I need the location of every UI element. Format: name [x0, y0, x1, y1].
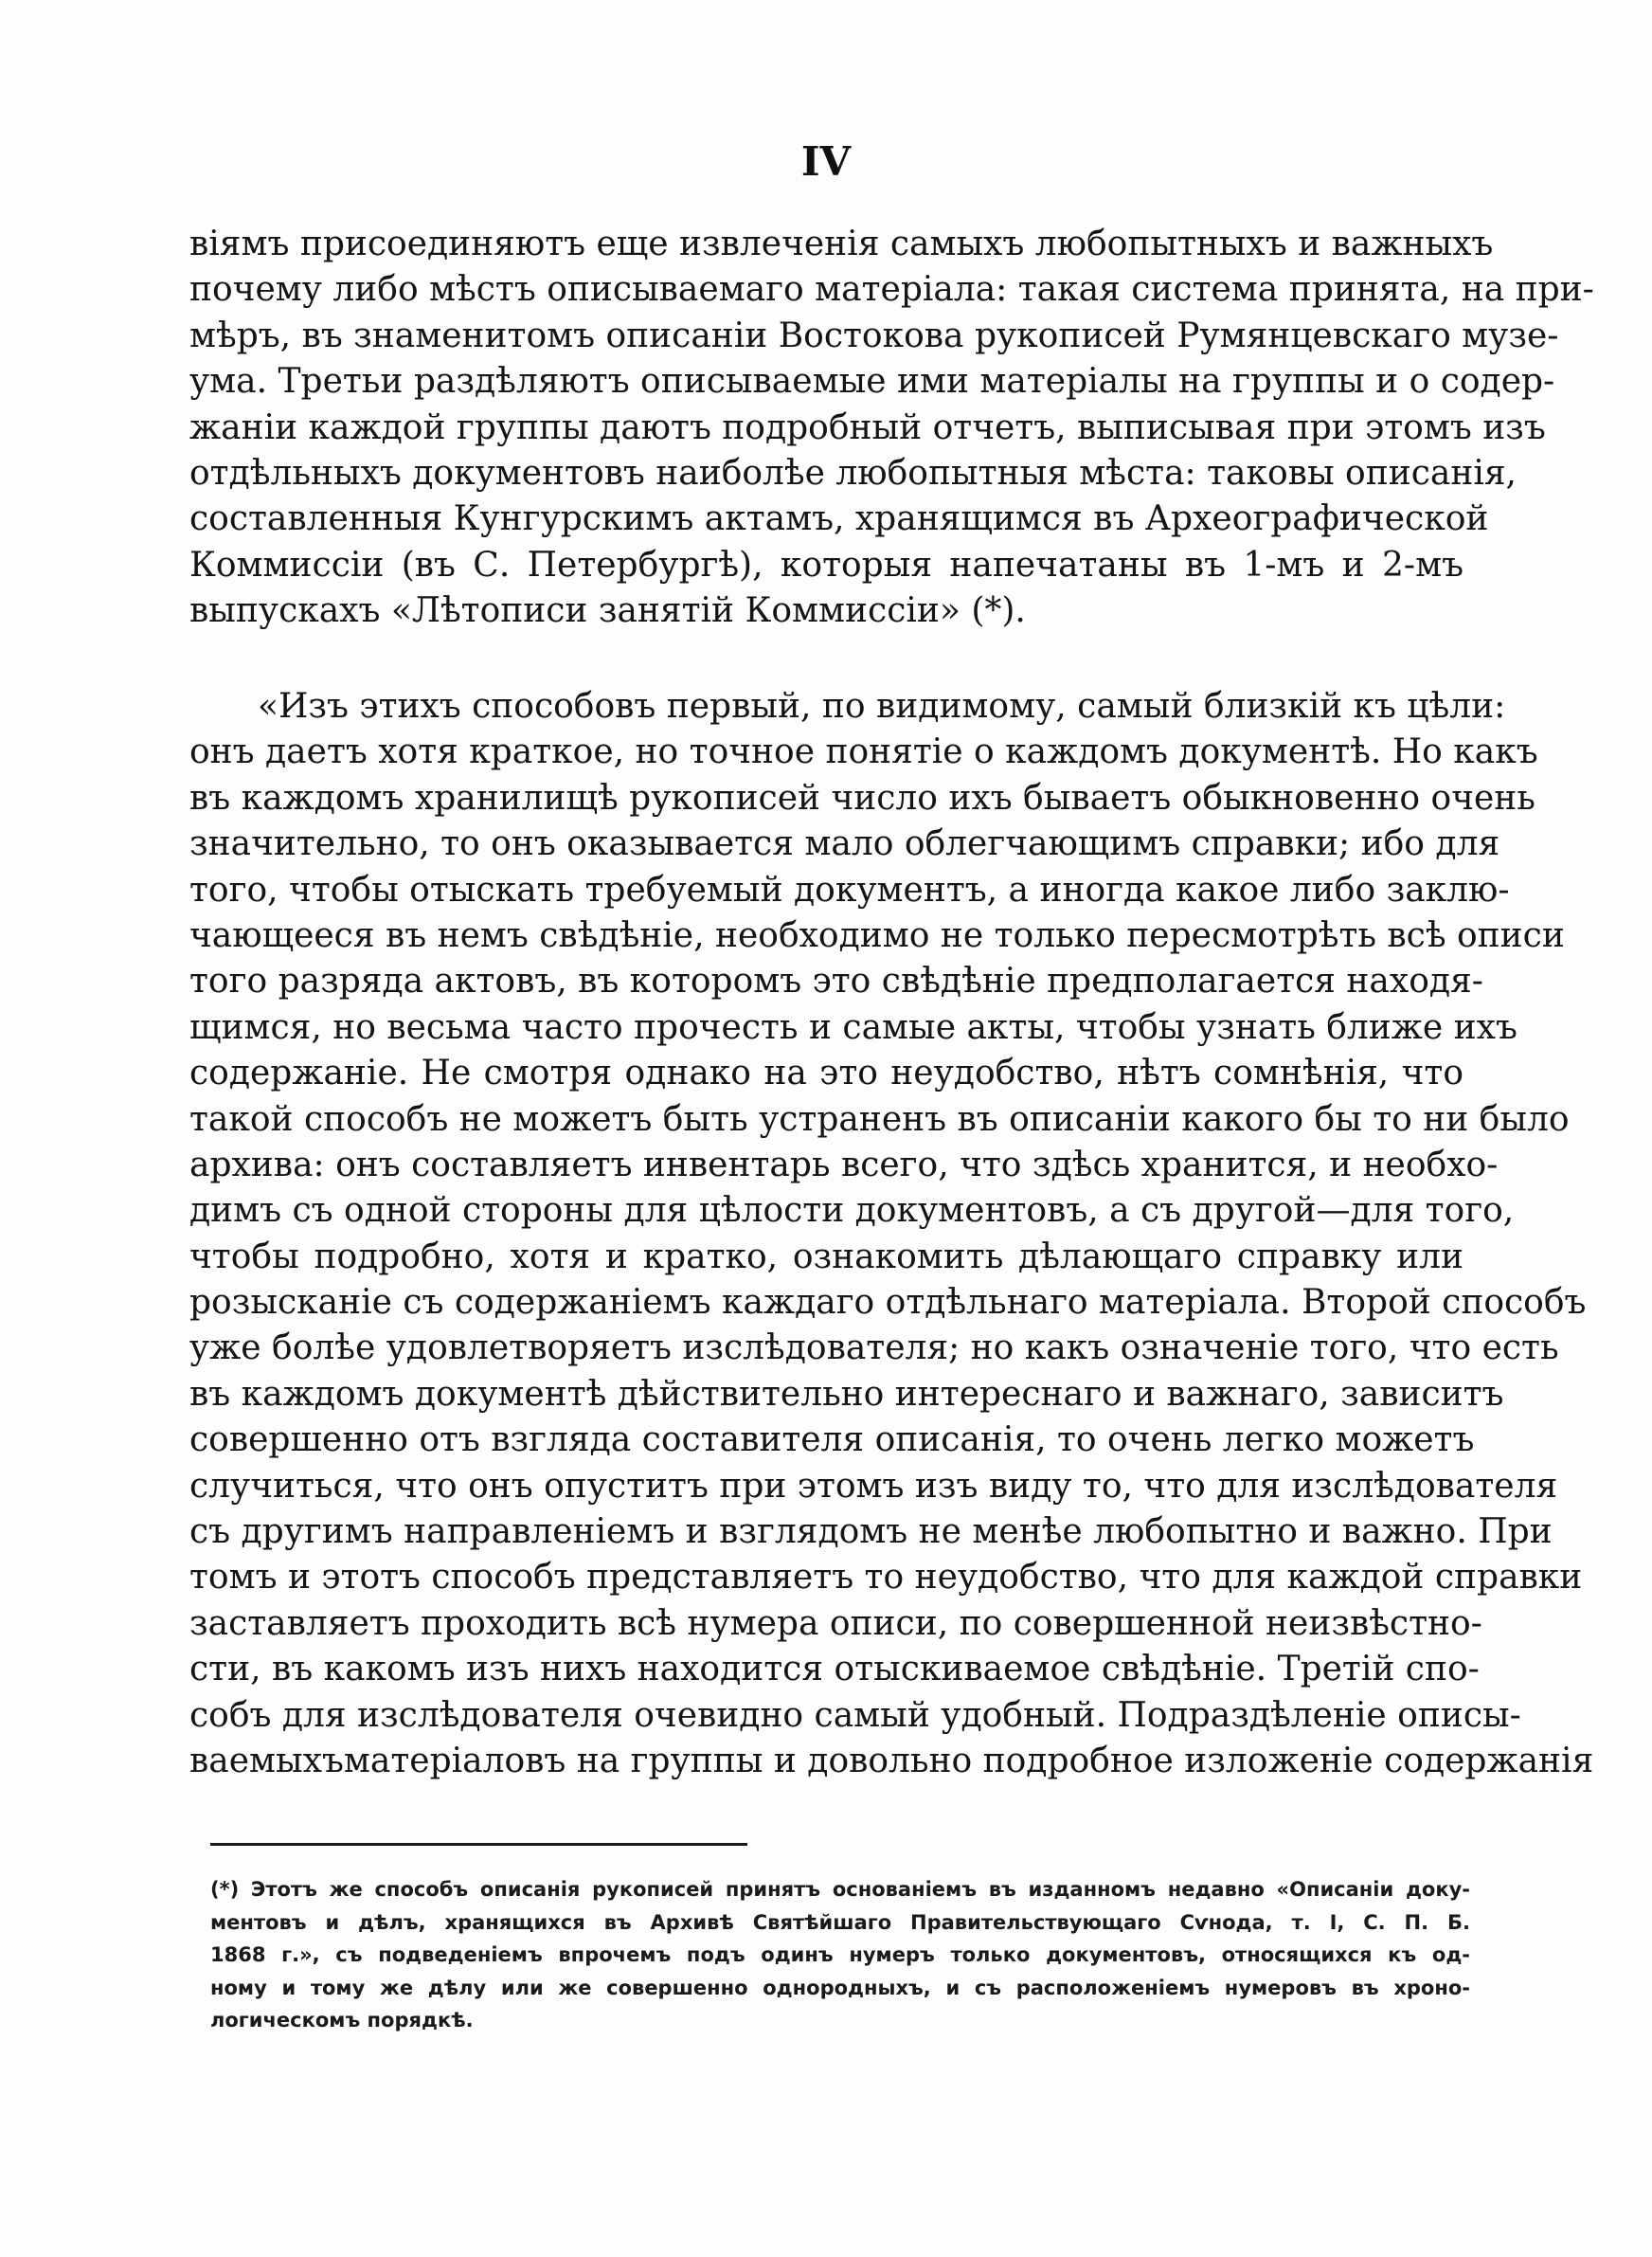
text-line: того разряда актовъ, въ которомъ это свѣдѣніе предполагается находя- [189, 962, 1483, 1002]
text-line: въ каждомъ хранилищѣ рукописей число ихъ бываетъ обыкновенно очень [189, 778, 1535, 818]
text-line: значительно, то онъ оказывается мало облегчающимъ справки; ибо для [189, 824, 1500, 864]
text-line: томъ и этотъ способъ представляетъ то неудобство, что для каждой справки [189, 1558, 1583, 1598]
text-line: чающееся въ немъ свѣдѣніе, необходимо не только пересмотрѣть всѣ описи [189, 915, 1565, 955]
footnote-line: 1868 г.», съ подведеніемъ впрочемъ подъ одинъ нумеръ только документовъ, относящихся къ од- [210, 1943, 1470, 1966]
quote-paragraph [189, 684, 1594, 1784]
text-line: совершенно отъ взгляда составителя описанія, то очень легко можетъ [189, 1420, 1475, 1460]
footnote-line: логическомъ порядкѣ. [210, 2009, 474, 2031]
text-line: щимся, но весьма часто прочесть и самые акты, чтобы узнать ближе ихъ [189, 1007, 1517, 1047]
text-line: мѣръ, въ знаменитомъ описаніи Востокова рукописей Румянцевскаго музе- [189, 316, 1559, 355]
footnote-line: ному и тому же дѣлу или же совершенно однородныхъ, и съ расположеніемъ нумеровъ въ хроно- [210, 1976, 1470, 1999]
footnote-line: (*) Этотъ же способъ описанія рукописей принятъ основаніемъ въ изданномъ недавно «Описаніи доку- [210, 1878, 1470, 1901]
text-line: составленныя Кунгурскимъ актамъ, хранящимся въ Археографической [189, 499, 1489, 539]
text-line: почему либо мѣстъ описываемаго матеріала: такая система принята, на при- [189, 270, 1594, 310]
text-line: случиться, что онъ опуститъ при этомъ изъ виду то, что для изслѣдователя [189, 1466, 1558, 1506]
text-line: «Изъ этихъ способовъ первый, по видимому, самый близкій къ цѣли: [258, 687, 1506, 726]
text-line: въ каждомъ документѣ дѣйствительно интереснаго и важнаго, зависитъ [189, 1374, 1504, 1414]
text-line: ума. Третьи раздѣляютъ описываемые ими матеріалы на группы и о содер- [189, 362, 1555, 402]
text-line: чтобы подробно, хотя и кратко, ознакомить дѣлающаго справку или [189, 1237, 1463, 1276]
footnote [210, 1873, 1470, 2037]
text-line: ваемыхъматеріаловъ на группы и довольно подробное изложеніе содержанія [189, 1741, 1594, 1780]
continuation-paragraph [189, 222, 1594, 635]
text-line: содержаніе. Не смотря однако на это неудобство, нѣтъ сомнѣнія, что [189, 1054, 1463, 1093]
text-line: выпускахъ «Лѣтописи занятій Коммиссіи» (*). [189, 591, 1026, 631]
text-line: віямъ присоединяютъ еще извлеченія самыхъ любопытныхъ и важныхъ [189, 225, 1494, 263]
text-line: того, чтобы отыскать требуемый документъ, а иногда какое либо заклю- [189, 870, 1510, 910]
page-number: IV [800, 138, 852, 185]
text-line: заставляетъ проходить всѣ нумера описи, по совершенной неизвѣстно- [189, 1603, 1482, 1643]
text-line: онъ даетъ хотя краткое, но точное понятіе о каждомъ документѣ. Но какъ [189, 732, 1538, 772]
text-line: съ другимъ направленіемъ и взглядомъ не менѣе любопытно и важно. При [189, 1512, 1553, 1552]
text-line: димъ съ одной стороны для цѣлости документовъ, а съ другой—для того, [189, 1191, 1515, 1231]
text-line: сти, въ какомъ изъ нихъ находится отыскиваемое свѣдѣніе. Третій спо- [189, 1650, 1480, 1689]
text-line: архива: онъ составляетъ инвентарь всего, что здѣсь хранится, и необхо- [189, 1145, 1499, 1184]
text-line: отдѣльныхъ документовъ наиболѣе любопытныя мѣста: таковы описанія, [189, 453, 1517, 493]
text-line: жаніи каждой группы даютъ подробный отчетъ, выписывая при этомъ изъ [189, 407, 1546, 447]
text-line: розысканіе съ содержаніемъ каждаго отдѣльнаго матеріала. Второй способъ [189, 1283, 1587, 1323]
footnote-divider [210, 1843, 747, 1846]
text-line: собъ для изслѣдователя очевидно самый удобный. Подраздѣленіе описы- [189, 1695, 1521, 1735]
footnote-line: ментовъ и дѣлъ, хранящихся въ Архивѣ Святѣйшаго Правительствующаго Сѵнода, т. I, С. П. Б. [210, 1910, 1470, 1934]
text-line: уже болѣе удовлетворяетъ изслѣдователя; но какъ означеніе того, что есть [189, 1328, 1559, 1368]
text-line: такой способъ не можетъ быть устраненъ въ описаніи какого бы то ни было [189, 1099, 1570, 1139]
text-line: Коммиссіи (въ С. Петербургѣ), которыя напечатаны въ 1-мъ и 2-мъ [189, 545, 1463, 585]
